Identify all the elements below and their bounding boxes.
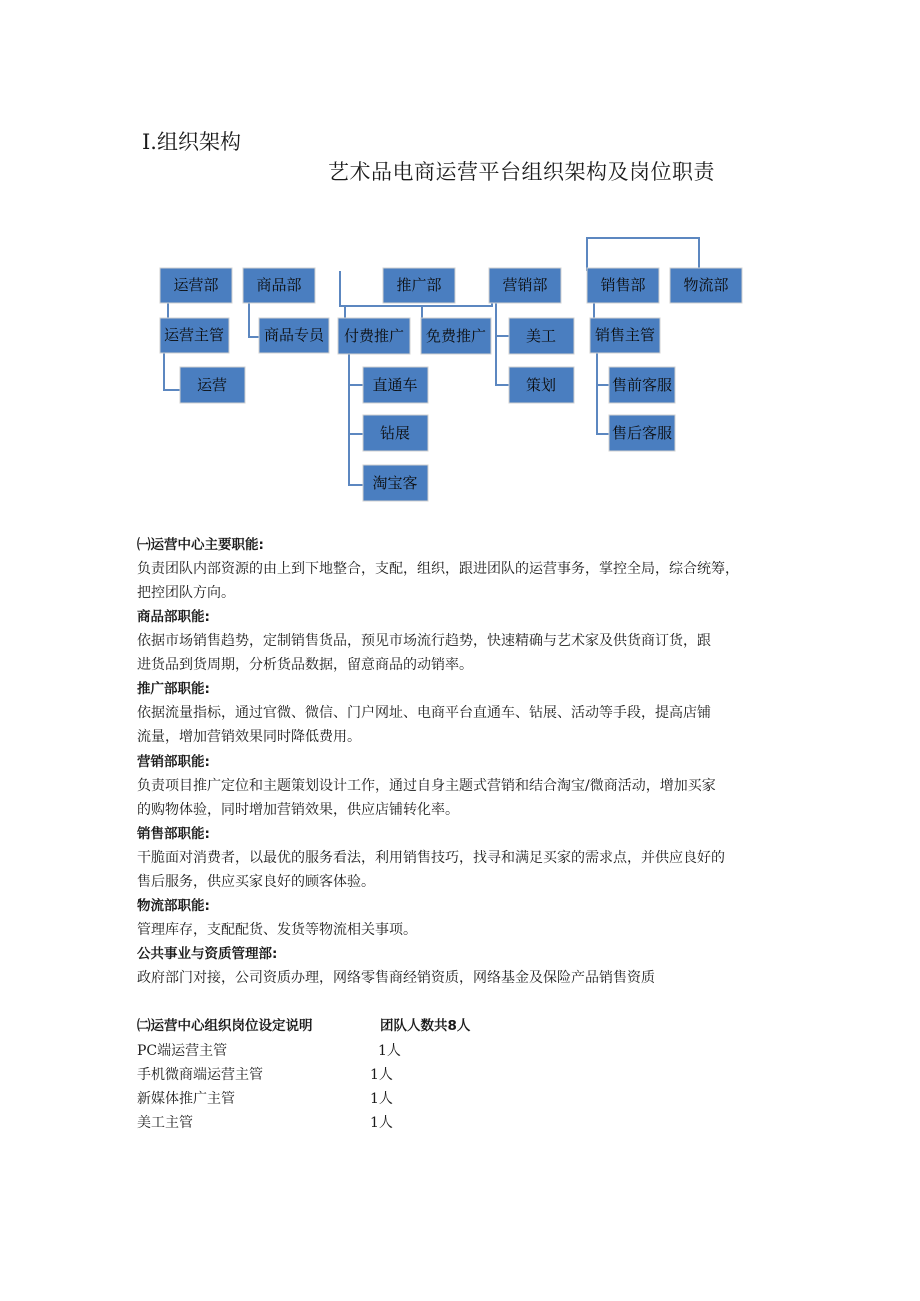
- box-dept-tuiguang: [383, 268, 455, 303]
- section-line: 售后服务，供应买家良好的顾客体验。: [137, 874, 375, 890]
- dept-label: 物流部: [683, 276, 729, 294]
- staffing-count: 1人: [370, 1067, 393, 1083]
- section-title: 推广部职能:: [137, 681, 210, 697]
- staffing-role: 手机微商端运营主管: [137, 1067, 263, 1083]
- section-line: 流量，增加营销效果同时降低费用。: [137, 729, 361, 745]
- section-yingxiao: [137, 750, 787, 822]
- section-title: 公共事业与资质管理部:: [137, 946, 278, 962]
- box-role-taobaoke: [363, 465, 428, 501]
- section-title: 商品部职能:: [137, 609, 210, 625]
- box-role-shouhou-kefu: [609, 415, 675, 451]
- dept-label: 营销部: [502, 276, 548, 294]
- section-heading: I.组织架构: [142, 130, 241, 154]
- section-xiaoshou: [137, 822, 787, 894]
- dept-label: 推广部: [396, 276, 442, 294]
- box-role-meigong: [509, 318, 574, 354]
- role-label: 美工: [525, 327, 557, 345]
- section-line: 干脆面对消费者，以最优的服务看法，利用销售技巧，找寻和满足买家的需求点，并供应良好的: [137, 850, 725, 866]
- role-label: 售后客服: [611, 424, 673, 442]
- staffing-count: 1人: [370, 1091, 393, 1107]
- box-role-zhitongche: [363, 367, 428, 403]
- staffing-count: 1人: [370, 1115, 393, 1131]
- dept-label: 商品部: [256, 276, 302, 294]
- staffing-heading: ㈡运营中心组织岗位设定说明: [137, 1018, 313, 1034]
- section-line: 负责项目推广定位和主题策划设计工作，通过自身主题式营销和结合淘宝/微商活动，增加买家: [137, 778, 716, 794]
- box-role-xiaoshou-zhuguan: [590, 318, 660, 353]
- section-line: 依据市场销售趋势，定制销售货品，预见市场流行趋势，快速精确与艺术家及供货商订货，跟: [137, 633, 711, 649]
- box-role-zuanzhan: [363, 415, 428, 451]
- role-label: 直通车: [372, 376, 418, 394]
- org-chart: [0, 0, 920, 520]
- section-title: 销售部职能:: [137, 826, 210, 842]
- section-wuliu: [137, 894, 787, 942]
- document-title: 艺术品电商运营平台组织架构及岗位职责: [328, 160, 715, 184]
- box-role-shouqian-kefu: [609, 367, 675, 403]
- section-line: 负责团队内部资源的由上到下地整合，支配，组织，跟进团队的运营事务，掌控全局，综合统筹，: [137, 561, 739, 577]
- section-line: 的购物体验，同时增加营销效果，供应店铺转化率。: [137, 802, 459, 818]
- box-dept-yingxiao: [489, 268, 561, 303]
- role-label: 付费推广: [343, 327, 405, 345]
- box-dept-xiaoshou: [587, 268, 659, 303]
- role-label: 钻展: [379, 424, 411, 442]
- role-label: 售前客服: [611, 376, 673, 394]
- dept-label: 销售部: [600, 276, 646, 294]
- role-label: 策划: [525, 376, 557, 394]
- box-role-yunying: [180, 367, 245, 403]
- box-role-mianfei-tuiguang: [421, 318, 491, 354]
- role-label: 商品专员: [263, 326, 325, 344]
- section-yunying-center: [137, 533, 787, 605]
- staffing-role: 新媒体推广主管: [137, 1091, 235, 1107]
- role-label: 淘宝客: [372, 474, 418, 492]
- box-role-yunying-zhuguan: [160, 318, 229, 353]
- section-line: 管理库存，支配配货、发货等物流相关事项。: [137, 922, 417, 938]
- staffing-role: PC端运营主管: [137, 1043, 228, 1059]
- box-role-cehua: [509, 367, 574, 403]
- section-line: 依据流量指标，通过官微、微信、门户网址、电商平台直通车、钻展、活动等手段，提高店铺: [137, 705, 711, 721]
- section-line: 政府部门对接，公司资质办理，网络零售商经销资质，网络基金及保险产品销售资质: [137, 970, 655, 986]
- box-dept-yunying: [160, 268, 232, 303]
- dept-label: 运营部: [173, 276, 219, 294]
- staffing-total: 团队人数共8人: [380, 1018, 471, 1034]
- role-label: 运营: [196, 376, 228, 394]
- role-label: 运营主管: [163, 326, 225, 344]
- staffing-count: 1人: [378, 1043, 401, 1059]
- box-dept-wuliu: [670, 268, 742, 303]
- box-role-shangpin-zhuanyuan: [259, 318, 329, 353]
- box-role-fufei-tuiguang: [338, 318, 410, 354]
- section-shangpin: [137, 605, 787, 677]
- section-line: 进货品到货周期，分析货品数据，留意商品的动销率。: [137, 657, 473, 673]
- section-line: 把控团队方向。: [137, 585, 235, 601]
- box-dept-shangpin: [243, 268, 315, 303]
- role-label: 销售主管: [594, 326, 656, 344]
- section-title: 物流部职能:: [137, 898, 210, 914]
- role-label: 免费推广: [425, 327, 487, 345]
- section-title: 营销部职能:: [137, 754, 210, 770]
- staffing-role: 美工主管: [137, 1115, 193, 1131]
- section-gonggong: [137, 942, 787, 990]
- section-title: ㈠运营中心主要职能:: [137, 537, 264, 553]
- section-tuiguang: [137, 677, 787, 749]
